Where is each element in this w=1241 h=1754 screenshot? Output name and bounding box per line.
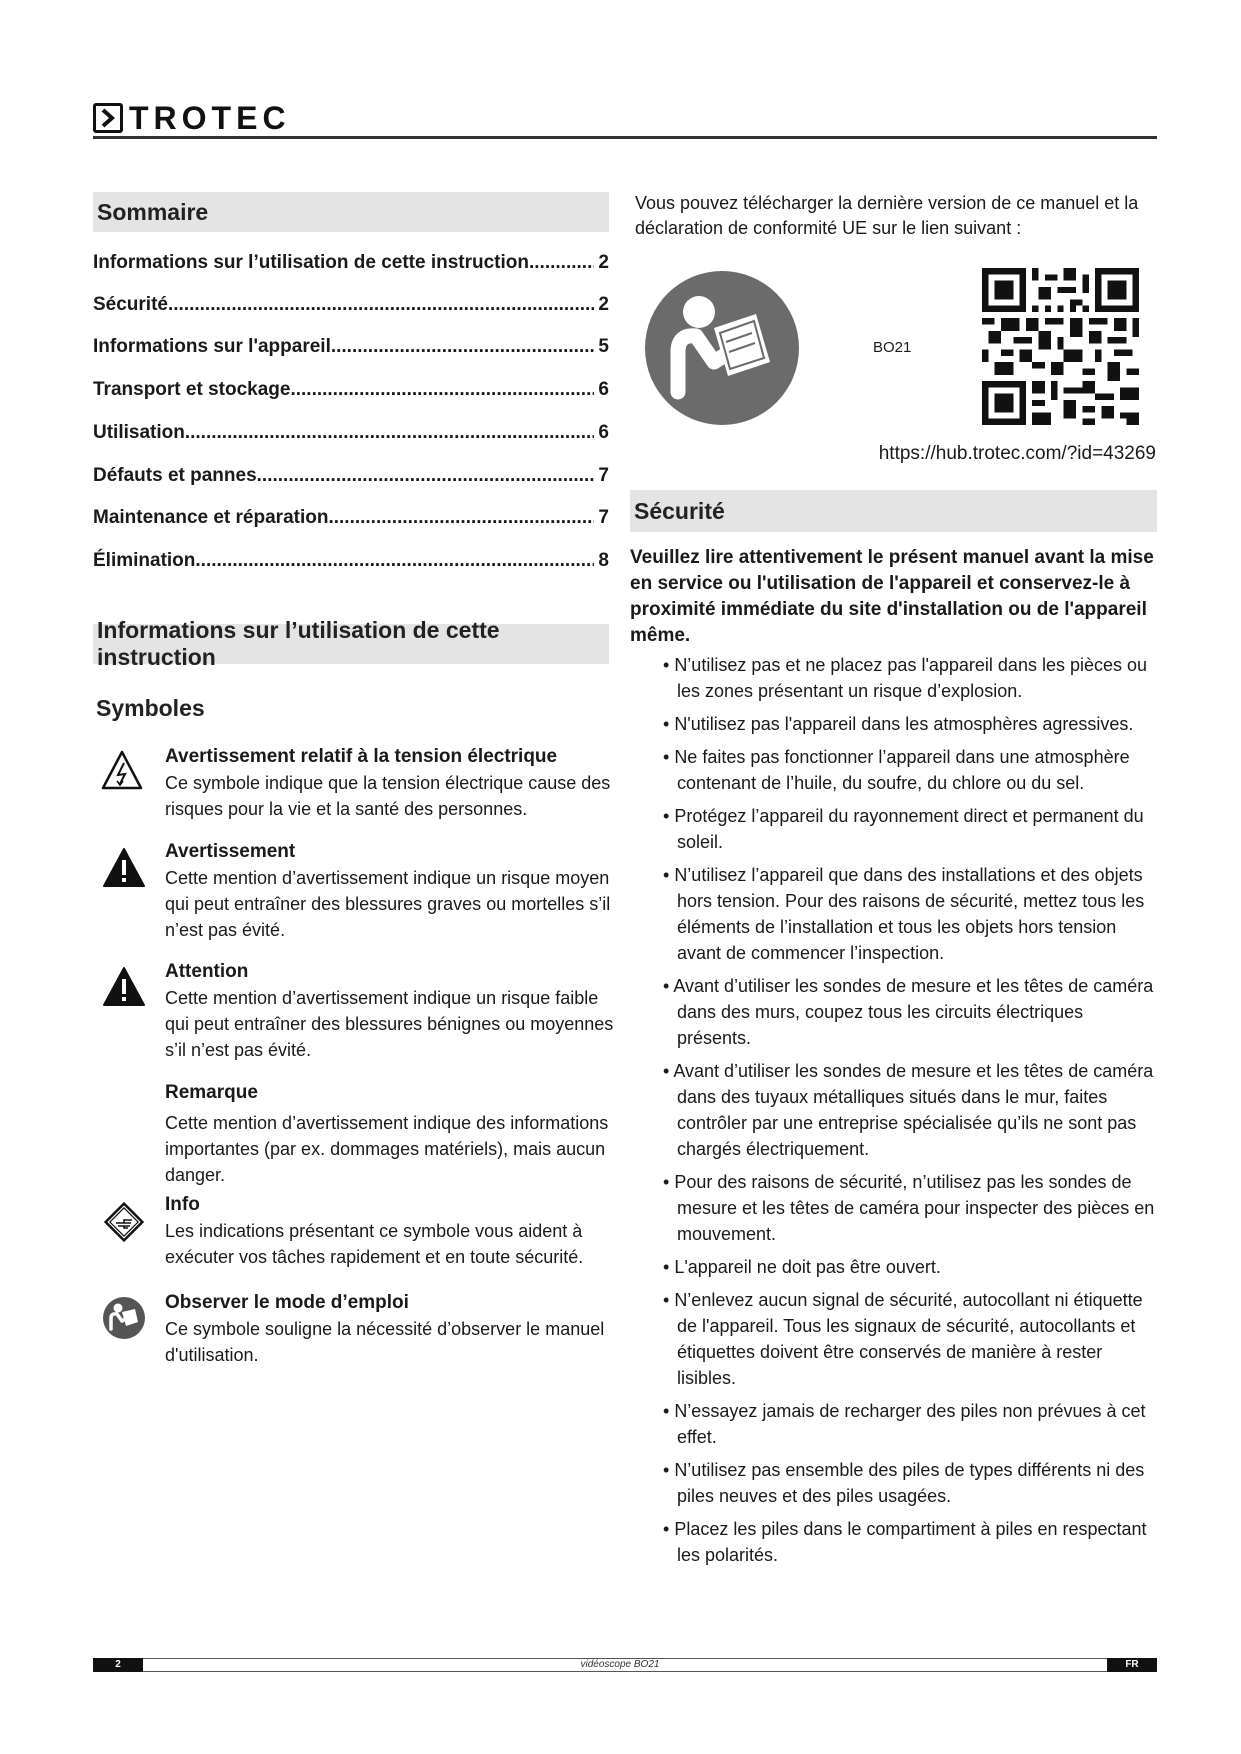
list-item: • Avant d’utiliser les sondes de mesure et les têtes de caméra dans des tuyaux métalliques situés dans le mur, faites contrôler par une entreprise spécialisée qu’ils ne sont pas chargés électriquement. [645, 1058, 1155, 1162]
list-item: • N’enlevez aucun signal de sécurité, autocollant ni étiquette de l'appareil. Tous les signaux de sécurité, autocollants et étiquettes doivent être conservés de manière à rester lisibles. [645, 1287, 1155, 1391]
download-text: Vous pouvez télécharger la dernière version de ce manuel et la déclaration de conformité UE sur le lien suivant : [635, 193, 1139, 238]
symbol-title: Remarque [165, 1082, 258, 1103]
warning-icon [102, 965, 146, 1009]
logo-text: TROTEC [129, 100, 291, 136]
toc-item-page: 2 [598, 294, 609, 315]
symbol-title: Avertissement [165, 841, 296, 862]
toc-item-title: Défauts et pannes [93, 465, 257, 486]
list-item: • N’utilisez pas et ne placez pas l'appareil dans les pièces ou les zones présentant un risque d’explosion. [645, 652, 1155, 704]
list-item: • N’essayez jamais de recharger des piles non prévues à cet effet. [645, 1398, 1155, 1450]
symbol-entry [165, 1192, 615, 1270]
symbol-entry [165, 1290, 615, 1368]
list-item: • Avant d’utiliser les sondes de mesure et les têtes de caméra dans des murs, coupez tous les circuits électriques présents. [645, 973, 1155, 1051]
symbol-entry [165, 839, 615, 943]
instructions-heading [93, 617, 609, 670]
symbol-text: Ce symbole souligne la nécessité d’observer le manuel d'utilisation. [165, 1319, 605, 1365]
read-manual-large-icon [644, 270, 800, 426]
symbol-title: Attention [165, 961, 249, 982]
symbol-title: Avertissement relatif à la tension électrique [165, 746, 558, 767]
toc-item-page: 7 [598, 507, 609, 528]
symbol-text: Cette mention d’avertissement indique des informations importantes (par ex. dommages matériels), mais aucun danger. [165, 1113, 609, 1185]
footer-page-number: 2 [93, 1658, 143, 1672]
security-title: Sécurité [634, 497, 725, 524]
symbols-heading: Symboles [96, 695, 205, 721]
toc-item[interactable] [93, 377, 609, 403]
list-item: • N’utilisez pas ensemble des piles de types différents ni des piles neuves et des piles usagées. [645, 1457, 1155, 1509]
model-label: BO21 [873, 339, 912, 356]
toc-item-page: 6 [598, 422, 609, 443]
toc-title: Sommaire [97, 198, 209, 225]
security-heading [630, 490, 1157, 532]
footer-document-title: vidéoscope BO21 [580, 1659, 660, 1670]
read-manual-icon [102, 1296, 146, 1340]
toc-item-page: 6 [598, 379, 609, 400]
toc-item-title: Utilisation [93, 422, 185, 443]
footer-language: FR [1107, 1658, 1157, 1672]
trotec-logo [93, 100, 291, 136]
toc-item[interactable] [93, 420, 609, 446]
list-item: • Placez les piles dans le compartiment à piles en respectant les polarités. [645, 1516, 1155, 1568]
list-item: • L'appareil ne doit pas être ouvert. [645, 1254, 1155, 1280]
toc-item-title: Élimination [93, 550, 196, 571]
toc-item-title: Transport et stockage [93, 379, 291, 400]
toc-item-page: 8 [598, 550, 609, 571]
toc-item-page: 5 [598, 336, 609, 357]
warning-icon [102, 846, 146, 890]
list-item: • Protégez l’appareil du rayonnement direct et permanent du soleil. [645, 803, 1155, 855]
toc-item[interactable] [93, 292, 609, 318]
symbol-text: Cette mention d’avertissement indique un risque moyen qui peut entraîner des blessures graves ou mortelles s’il n’est pas évité. [165, 868, 611, 940]
symbol-text: Les indications présentant ce symbole vous aident à exécuter vos tâches rapidement et en toute sécurité. [165, 1221, 584, 1267]
download-url[interactable]: https://hub.trotec.com/?id=43269 [878, 443, 1156, 464]
toc-item[interactable] [93, 548, 609, 574]
symbol-entry [165, 1080, 615, 1188]
toc-item-page: 7 [598, 465, 609, 486]
security-bullet-list [645, 652, 1155, 1575]
qr-code[interactable] [982, 268, 1139, 425]
toc-item[interactable] [93, 505, 609, 531]
toc-item-title: Sécurité [93, 294, 168, 315]
toc-item[interactable] [93, 250, 609, 276]
toc-item[interactable] [93, 463, 609, 489]
toc-item-title: Informations sur l’utilisation de cette instruction [93, 252, 529, 273]
symbol-title: Info [165, 1194, 200, 1215]
toc-item-title: Maintenance et réparation [93, 507, 329, 528]
list-item: • Pour des raisons de sécurité, n’utilisez pas les sondes de mesure et les têtes de caméra pour inspecter des pièces en mouvement. [645, 1169, 1155, 1247]
list-item: • N’utilisez l’appareil que dans des installations et des objets hors tension. Pour des raisons de sécurité, mettez tous les éléments de l’installation et tous les objets hors tension avant de commencer l’inspection. [645, 862, 1155, 966]
list-item: • N'utilisez pas l'appareil dans les atmosphères agressives. [645, 711, 1155, 737]
logo-chevron-icon [93, 103, 123, 133]
info-hand-icon [102, 1200, 146, 1244]
symbol-entry [165, 744, 615, 822]
toc-item-page: 2 [598, 252, 609, 273]
security-intro: Veuillez lire attentivement le présent manuel avant la mise en service ou l'utilisation de l'appareil et conservez-le à proximité immédiate du site d'installation ou de l'appareil même. [630, 547, 1154, 646]
toc-item-title: Informations sur l'appareil [93, 336, 331, 357]
electric-warning-icon [100, 748, 144, 792]
symbol-entry [165, 959, 615, 1063]
header-rule [93, 136, 1157, 139]
toc-heading [93, 192, 609, 232]
toc-item[interactable] [93, 334, 609, 360]
symbol-text: Cette mention d’avertissement indique un risque faible qui peut entraîner des blessures bénignes ou moyennes s’il n’est pas évité. [165, 988, 614, 1060]
instructions-title: Informations sur l’utilisation de cette instruction [97, 617, 500, 670]
symbol-title: Observer le mode d’emploi [165, 1292, 409, 1313]
list-item: • Ne faites pas fonctionner l’appareil dans une atmosphère contenant de l’huile, du soufre, du chlore ou du sel. [645, 744, 1155, 796]
symbol-text: Ce symbole indique que la tension électrique cause des risques pour la vie et la santé des personnes. [165, 773, 611, 819]
